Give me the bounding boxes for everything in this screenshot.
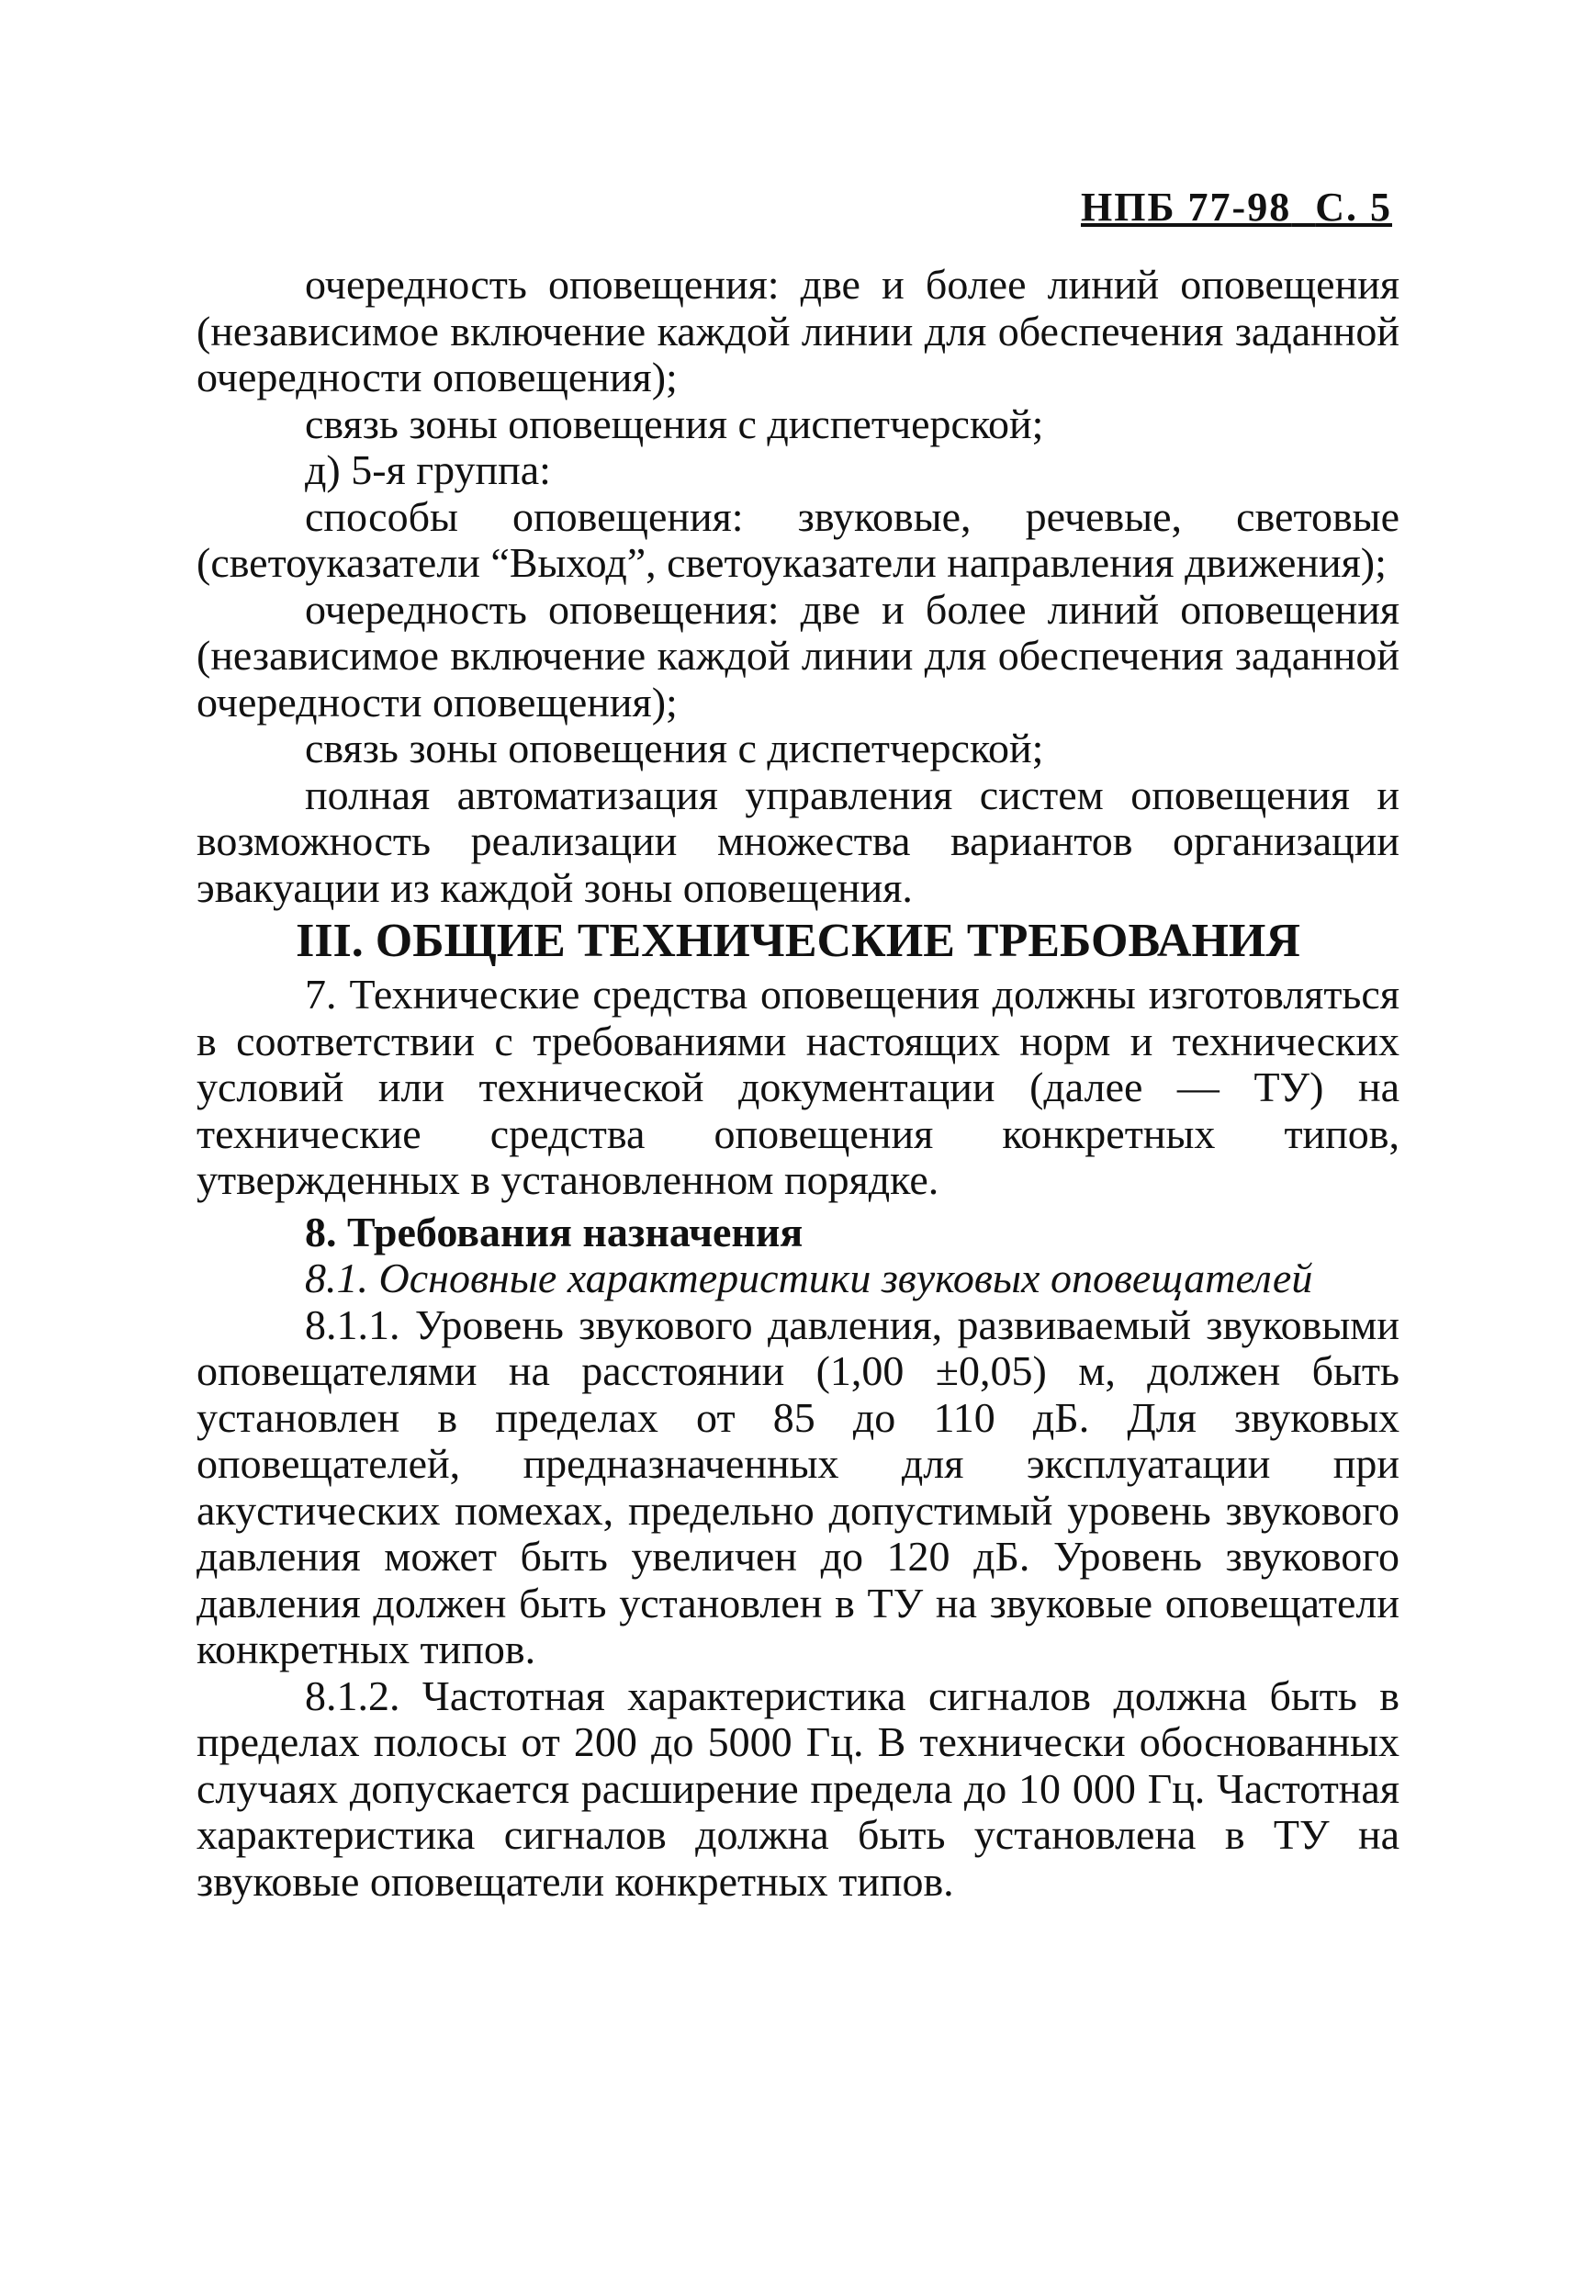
paragraph: д) 5-я группа: (305, 446, 551, 493)
paragraph: способы оповещения: звуковые, речевые, световые (светоуказатели “Выход”, светоуказатели направления движения); (197, 492, 1399, 586)
document-code: НПБ 77-98 (1081, 185, 1292, 230)
paragraph: очередность оповещения: две и более линий оповещения (независимое включение каждой линии для обеспечения заданной очередности оповещения); (197, 585, 1399, 726)
item-7-paragraph: 7. Технические средства оповещения должны изготовляться в соответствии с требованиями настоящих норм и технических условий или технической документации (далее — ТУ) на технические средства оповещения конкретных типов, утвержденных в установленном порядке. (197, 971, 1399, 1203)
subsection-8-1-heading: 8.1. Основные характеристики звуковых оповещателей (305, 1255, 1313, 1301)
paragraph: полная автоматизация управления систем оповещения и возможность реализации множества вариантов организации эвакуации из каждой зоны оповещения. (197, 771, 1399, 911)
item-8-1-2-paragraph: 8.1.2. Частотная характеристика сигналов должна быть в пределах полосы от 200 до 5000 Гц. В технически обоснованных случаях допускается расширение предела до 10 000 Гц. Частотная характеристика сигналов должна быть установлена в ТУ на звуковые оповещатели конкретных типов. (197, 1671, 1399, 1905)
paragraph: связь зоны оповещения с диспетчерской; (305, 725, 1044, 771)
paragraph: связь зоны оповещения с диспетчерской; (305, 400, 1044, 447)
page-number: С. 5 (1315, 185, 1392, 230)
item-8-1-1-paragraph: 8.1.1. Уровень звукового давления, развиваемый звуковыми оповещателями на расстоянии (1,00 ±0,05) м, должен быть установлен в пределах от 85 до 110 дБ. Для звуковых оповещателей, предназначенных для эксплуатации при акустических помехах, предельно допустимый уровень звукового давления может быть увеличен до 120 дБ. Уровень звукового давления должен быть установлен в ТУ на звуковые оповещатели конкретных типов. (197, 1300, 1399, 1672)
section-title: III. ОБЩИЕ ТЕХНИЧЕСКИЕ ТРЕБОВАНИЯ (296, 915, 1300, 967)
page-header (1081, 184, 1392, 231)
paragraph: очередность оповещения: две и более линий оповещения (независимое включение каждой линии для обеспечения заданной очередности оповещения); (197, 261, 1399, 400)
subsection-8-heading: 8. Требования назначения (305, 1208, 804, 1255)
body-text (197, 262, 1399, 1905)
